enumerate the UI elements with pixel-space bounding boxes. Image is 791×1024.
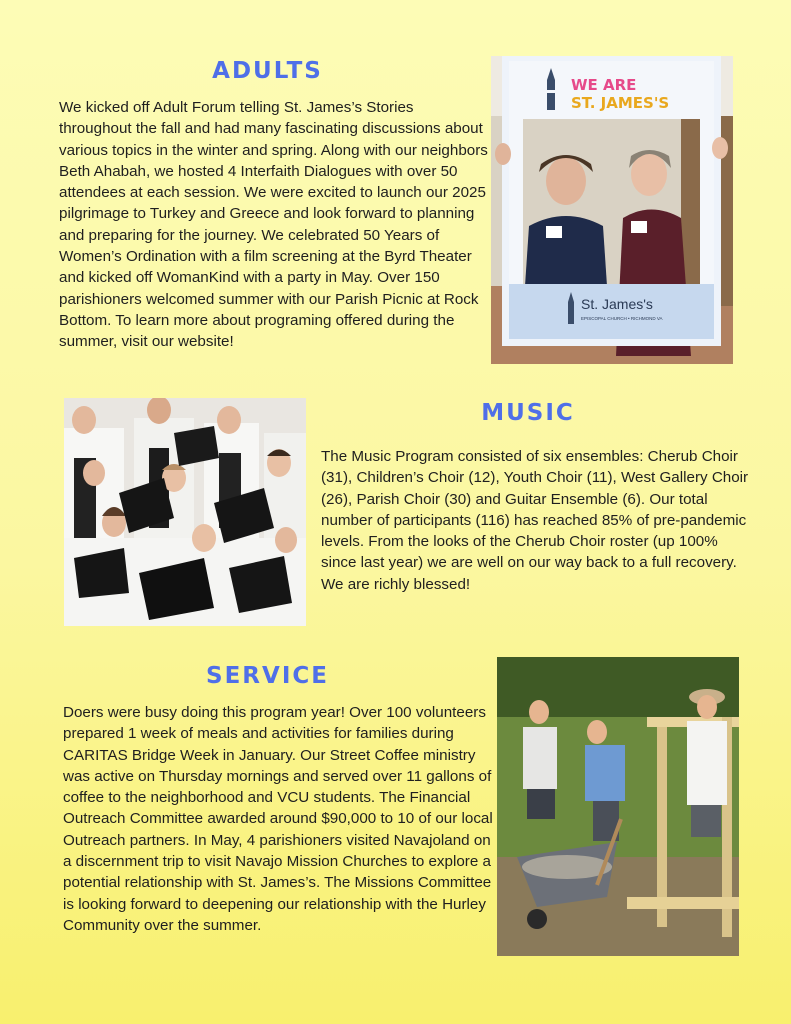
service-heading: SERVICE — [206, 663, 329, 689]
adults-heading: ADULTS — [212, 58, 323, 84]
music-heading: MUSIC — [481, 400, 575, 426]
service-paragraph: Doers were busy doing this program year! Over 100 volunteers prepared 1 week of meals and activities for families during CARITAS Bridge Week in January. Our Street Coffee ministry was active on Thursday mornings and served over 11 gallons of coffee to the neighborhood and VCU students. The Financial Outreach Committee awarded around $90,000 to 10 of our local Outreach partners. In May, 4 parishioners visited Navajoland on a discernment trip to visit Navajo Mission Churches to explore a potential relationship with St. James’s. The Missions Committee is looking forward to deepening our relationship with the Hurley Community over the summer. — [63, 704, 493, 934]
service-volunteers-photo — [497, 657, 739, 956]
music-paragraph: The Music Program consisted of six ensembles: Cherub Choir (31), Children’s Choir (12), Youth Choir (11), West Gallery Choir (26), Parish Choir (30) and Guitar Ensemble (6). Our total number of participants (116) has reached 85% of pre-pandemic levels. From the looks of the Cherub Choir roster (up 100% since last year) we are well on our way back to a full recovery. We are richly blessed! — [321, 448, 749, 593]
frame-subtitle-text: EPISCOPAL CHURCH • RICHMOND VA — [581, 316, 663, 321]
frame-we-are-text: WE ARE — [571, 76, 637, 94]
adults-photo — [491, 56, 733, 364]
frame-logo-text: St. James's — [581, 296, 653, 312]
music-choir-photo — [64, 398, 306, 626]
frame-st-james-text: ST. JAMES'S — [571, 94, 670, 112]
adults-paragraph: We kicked off Adult Forum telling St. James’s Stories throughout the fall and had many fascinating discussions about various topics in the winter and spring. Along with our neighbors Beth Ahabah, we hosted 4 Interfaith Dialogues with over 50 attendees at each session. We were excited to launch our 2025 pilgrimage to Turkey and Greece and look forward to planning and preparing for the journey. We celebrated 50 Years of Women’s Ordination with a film screening at the Byrd Theater and kicked off WomanKind with a party in May. Over 150 parishioners welcomed summer with our Parish Picnic at Rock Bottom. To learn more about programing offered during the summer, visit our website! — [59, 99, 488, 351]
